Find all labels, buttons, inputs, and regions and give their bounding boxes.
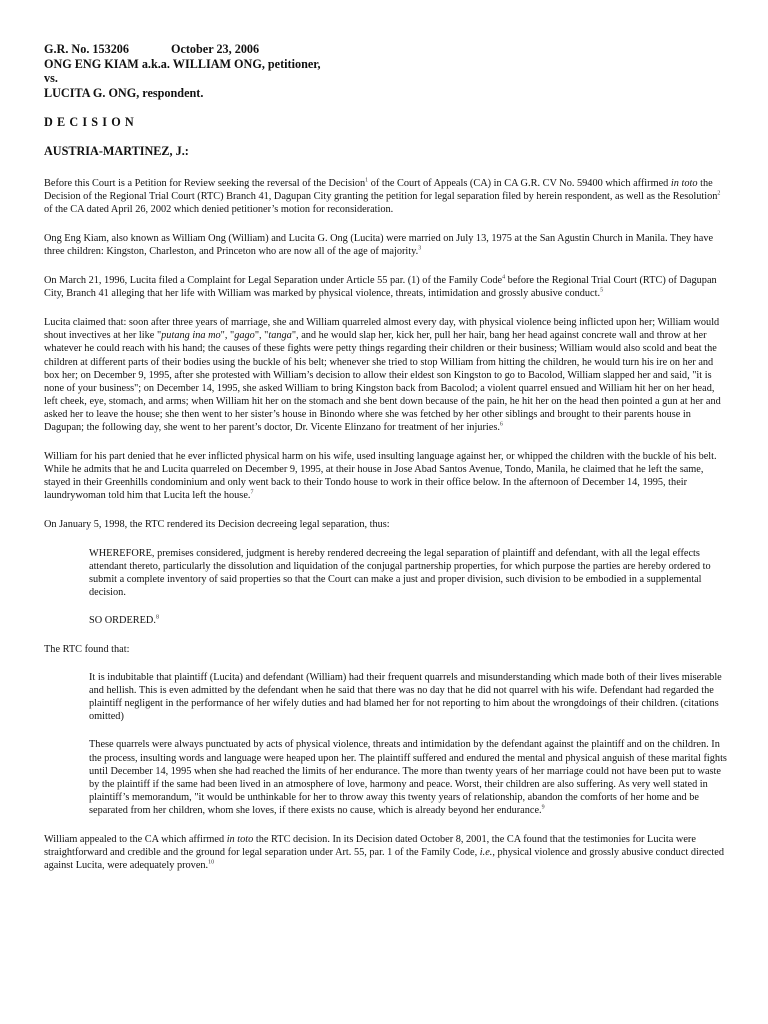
footnote-ref[interactable]: 7 — [250, 489, 254, 496]
decision-date: October 23, 2006 — [170, 42, 260, 56]
versus-line: vs. — [44, 71, 58, 86]
case-number-line — [44, 42, 728, 57]
respondent-line: LUCITA G. ONG, respondent. — [44, 85, 204, 100]
footnote-ref[interactable]: 2 — [717, 190, 721, 197]
quote-rtc-findings-1: It is indubitable that plaintiff (Lucita) and defendant (William) had their frequent quarrels and misunderstanding which made both of their lives miserable and hellish. This is even admitted by the defendant when he said that there was no day that he did not quarrel with his wife. Defendant had regarded the plaintiff negligent in the performance of her wifely duties and had blamed her for not reporting to him about the wrongdoings of their children. (citations omitted) — [89, 672, 722, 723]
paragraph-lucita-claims: Lucita claimed that: soon after three years of marriage, she and William quarreled almost every day, with physical violence being inflicted upon her; William would shout invectives at her like "putang ina mo", "gago", "tanga", and he would slap her, kick her, pull her hair, bang her head against concrete wall and throw at her whatever he could reach with his hand; the causes of these fights were petty things regarding their children or their business; William would also scold and beat the children at different parts of their bodies using the buckle of his belt; whenever she tried to stop William from hitting the children, he would turn his ire on her and box her; on December 9, 1995, after she protested with William’s decision to allow their eldest son Kingston to go to Bacolod, William slapped her and said, "it is none of your business"; on December 14, 1995, she asked William to bring Kingston back from Bacolod; a violent quarrel ensued and William hit her on her head, left cheek, eye, stomach, and arms; when William hit her on the stomach and she bent down because of the pain, he hit her on the head then pointed a gun at her and asked her to leave the house; she then went to her sister’s house in Binondo where she was fetched by her other siblings and brought to their parents house in Dagupan; the following day, she went to her parent’s doctor, Dr. Vicente Elinzano for treatment of her injuries.$^6$ — [44, 317, 721, 433]
footnote-ref[interactable]: 9 — [541, 804, 545, 811]
case-number: G.R. No. 153206 — [44, 42, 129, 56]
decision-document — [44, 42, 728, 872]
paragraph-ca-appeal: William appealed to the CA which affirmed in toto the RTC decision. In its Decision dated October 8, 2001, the CA found that the testimonies for Lucita were straightforward and credible and the ground for legal separation under Art. 55, par. 1 of the Family Code, i.e., physical violence and grossly abusive conduct directed against Lucita, were adequately proven.$^{10}$ — [44, 834, 724, 872]
paragraph-parties: Ong Eng Kiam, also known as William Ong (William) and Lucita G. Ong (Lucita) were married on July 13, 1975 at the San Agustin Church in Manila. They have three children: Kingston, Charleston, and Princeton who are now all of the age of majority.$^3$ — [44, 232, 714, 257]
petitioner-line: ONG ENG KIAM a.k.a. WILLIAM ONG, petitioner, — [44, 56, 321, 71]
footnote-ref[interactable]: 1 — [365, 177, 369, 184]
paragraph-petition: Before this Court is a Petition for Review seeking the reversal of the Decision$^1$ of the Court of Appeals (CA) in CA G.R. CV No. 59400 which affirmed in toto the Decision of the Regional Trial Court (RTC) Branch 41, Dagupan City granting the petition for legal separation filed by herein respondent, as well as the Resolution$^2$ of the CA dated April 26, 2002 which denied petitioner’s motion for reconsideration. — [44, 177, 721, 215]
document-title: DECISION — [44, 115, 138, 130]
ponente-line: AUSTRIA-MARTINEZ, J.: — [44, 144, 189, 159]
footnote-ref[interactable]: 10 — [208, 859, 215, 866]
case-caption — [44, 42, 728, 100]
paragraph-complaint: On March 21, 1996, Lucita filed a Complaint for Legal Separation under Article 55 par. (1) of the Family Code$^4$ before the Regional Trial Court (RTC) of Dagupan City, Branch 41 alleging that her life with William was marked by physical violence, threats, intimidation and grossly abusive conduct.$^5$ — [44, 274, 717, 300]
quote-so-ordered: SO ORDERED.$^8$ — [89, 614, 159, 626]
footnote-ref[interactable]: 5 — [600, 287, 604, 294]
footnote-ref[interactable]: 6 — [499, 421, 503, 428]
footnote-ref[interactable]: 4 — [502, 274, 506, 281]
quote-rtc-findings-2: These quarrels were always punctuated by acts of physical violence, threats and intimidation by the defendant against the plaintiff and on the children. In the process, insulting words and language were heaped upon her. The plaintiff suffered and endured the mental and physical anguish of these marital fights until December 14, 1995 when she had reached the limits of her endurance. The more than twenty years of her marriage could not have been put to waste by the plaintiff if the same had been lived in an atmosphere of love, harmony and peace. Worst, their children are also suffering. As very well stated in plaintiff’s memorandum, "it would be unthinkable for her to throw away this twenty years of relationship, abandon the comforts of her home and be separated from her children, whom she loves, if there exists no cause, which is already beyond her endurance.$^9$ — [89, 739, 727, 816]
quote-wherefore: WHEREFORE, premises considered, judgment is hereby rendered decreeing the legal separation of plaintiff and defendant, with all the legal effects attendant thereto, particularly the dissolution and liquidation of the conjugal partnership properties, for which purpose the parties are hereby ordered to submit a complete inventory of said properties so that the Court can make a just and proper division, such division to be embodied in a supplemental decision. — [89, 547, 711, 598]
paragraph-rtc-found: The RTC found that: — [44, 644, 130, 655]
footnote-ref[interactable]: 3 — [418, 245, 422, 252]
footnote-ref[interactable]: 8 — [155, 614, 159, 621]
paragraph-william-denial: William for his part denied that he ever inflicted physical harm on his wife, used insulting language against her, or whipped the children with the buckle of his belt. While he admits that he and Lucita quarreled on December 9, 1995, at their house in Jose Abad Santos Avenue, Tondo, Manila, he claimed that he left the same, stayed in their Greenhills condominium and only went back to their Tondo house to work in their office below. In the afternoon of December 14, 1995, their laundrywoman told him that Lucita left the house.$^7$ — [44, 451, 717, 502]
paragraph-rtc-decision: On January 5, 1998, the RTC rendered its Decision decreeing legal separation, thus: — [44, 519, 390, 531]
